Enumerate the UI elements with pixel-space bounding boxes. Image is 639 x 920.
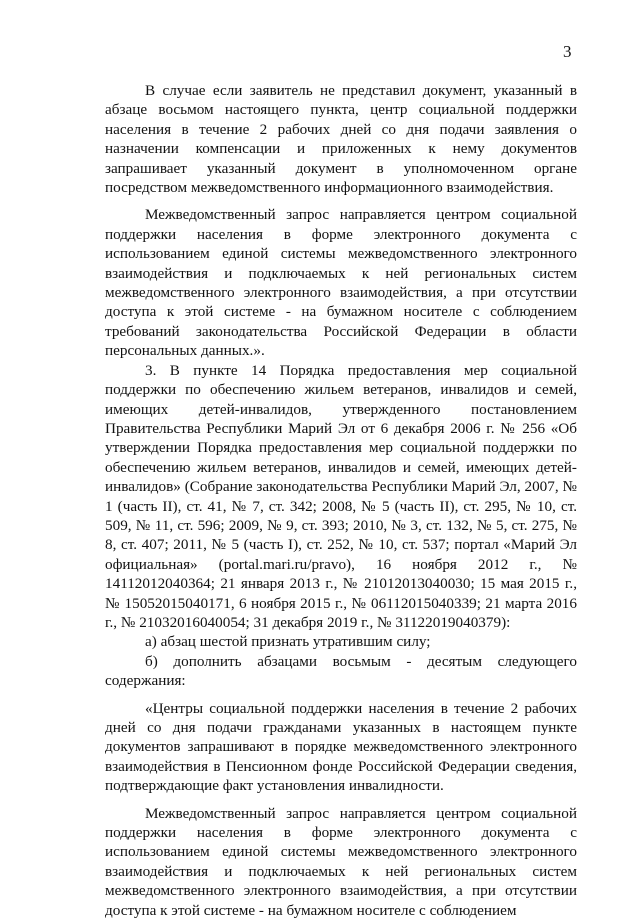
paragraph-interagency-request: Межведомственный запрос направляется центром социальной поддержки населения в форме электронного документа с использованием единой системы межведомственного электронного взаимодействия и подключаемых к ней региональных систем межведомственного электронного взаимодействия, а при отсутствии доступа к этой системе - на бумажном носителе с соблюдением требований законодательства Российской Федерации в области персональных данных.». xyxy=(105,206,577,360)
paragraph-missing-document: В случае если заявитель не представил документ, указанный в абзаце восьмом настоящего пункта, центр социальной поддержки населения в течение 2 рабочих дней со дня подачи заявления о назначении компенсации и приложенных к нему документов запрашивает указанный документ в уполномоченном органе посредством межведомственного информационного взаимодействия. xyxy=(105,82,577,197)
paragraph-subpoint-b: б) дополнить абзацами восьмым - десятым следующего содержания: xyxy=(105,652,577,690)
page-number: 3 xyxy=(563,42,572,61)
paragraph-subpoint-a: а) абзац шестой признать утратившим силу; xyxy=(145,633,431,651)
paragraph-amendment-point-3: 3. В пункте 14 Порядка предоставления мер социальной поддержки по обеспечению жильем ветеранов, инвалидов и семей, имеющих детей-инвалидов, утвержденного постановлением Правительства Республики Марий Эл от 6 декабря 2006 г. № 256 «Об утверждении Порядка предоставления мер социальной поддержки по обеспечению жильем ветеранов, инвалидов и семей, имеющих детей-инвалидов» (Собрание законодательства Республики Марий Эл, 2007, № 1 (часть II), ст. 41, № 7, ст. 342; 2008, № 5 (часть II), ст. 295, № 10, ст. 509, № 11, ст. 596; 2009, № 9, ст. 393; 2010, № 3, ст. 132, № 5, ст. 275, № 8, ст. 407; 2011, № 5 (часть I), ст. 252, № 10, ст. 537; портал «Марий Эл официальная» (portal.mari.ru/pravo), 16 ноября 2012 г., № 14112012040364; 21 января 2013 г., № 21012013040030; 15 мая 2015 г., № 15052015040171, 6 ноября 2015 г., № 06112015040339; 21 марта 2016 г., № 21032016040054; 31 декабря 2019 г., № 31122019040379): xyxy=(105,361,577,631)
paragraph-quoted-centers: «Центры социальной поддержки населения в течение 2 рабочих дней со дня подачи гражданами указанных в настоящем пункте документов запрашивают в порядке межведомственного электронного взаимодействия в Пенсионном фонде Российской Федерации сведения, подтверждающие факт установления инвалидности. xyxy=(105,699,577,795)
paragraph-quoted-request: Межведомственный запрос направляется центром социальной поддержки населения в форме электронного документа с использованием единой системы межведомственного электронного взаимодействия и подключаемых к ней региональных систем межведомственного электронного взаимодействия, а при отсутствии доступа к этой системе - на бумажном носителе с соблюдением xyxy=(105,804,577,919)
document-body xyxy=(105,81,577,920)
